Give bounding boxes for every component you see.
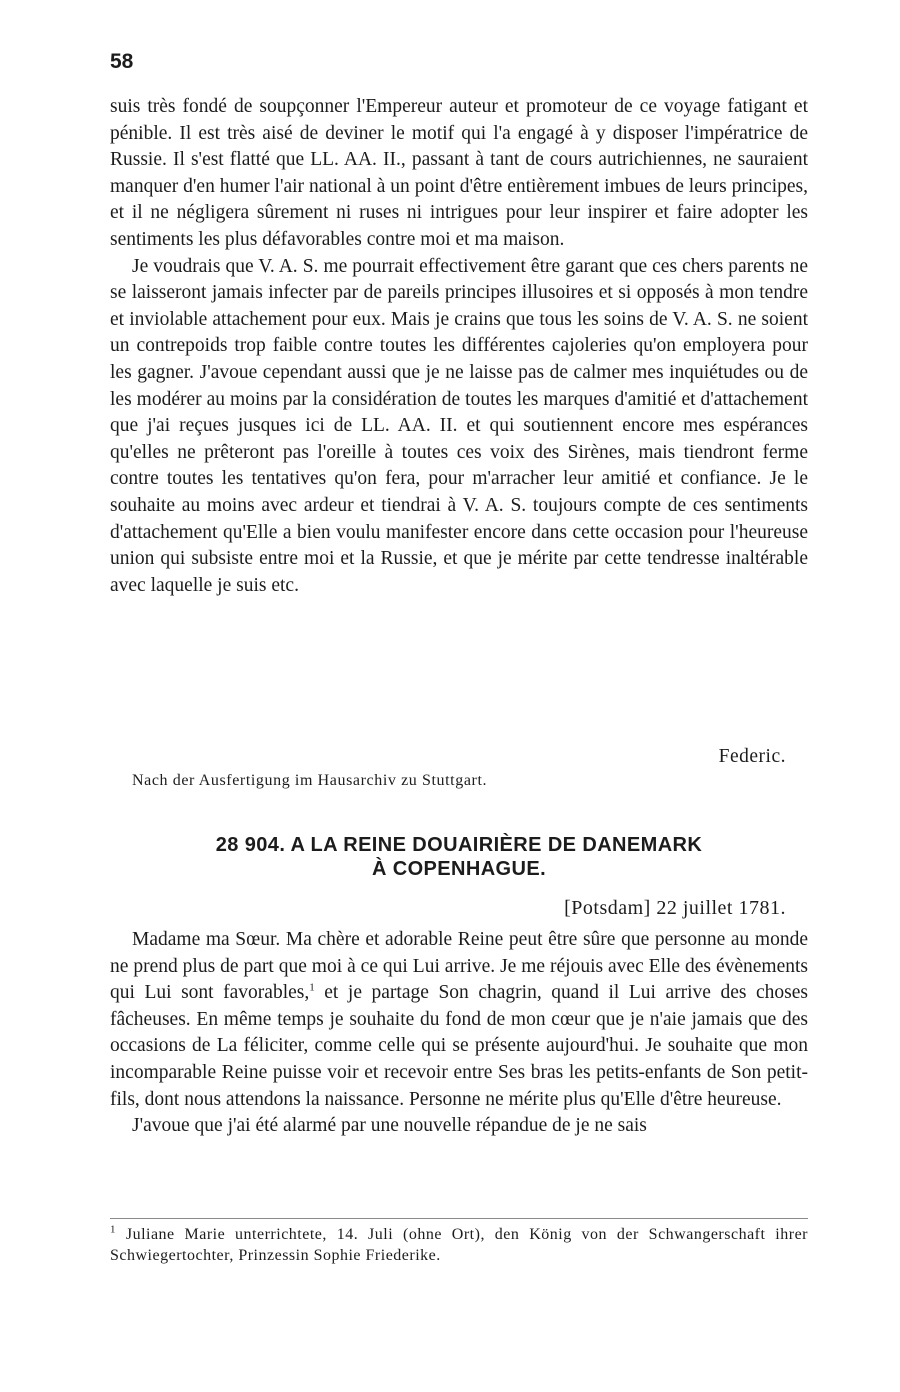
letter-body — [110, 927, 808, 1140]
paragraph: Je voudrais que V. A. S. me pourrait effectivement être garant que ces chers parents ne se laisseront jamais infecter par de pareils principes illusoires et si opposés à mon tendre et inviolable attachement pour eux. Mais je crains que tous les soins de V. A. S. ne soient un contrepoids trop faible contre toutes les différentes cajoleries qu'on employera pour les gagner. J'avoue cependant aussi que je ne laisse pas de calmer mes inquiétudes ou de les modérer au moins par la considération de toutes les marques d'amitié et d'attachement que j'ai reçues jusques ici de LL. AA. II. et qui soutiennent encore mes espérances qu'elles ne prêteront pas l'oreille à toutes ces voix des Sirènes, mais tiendront ferme contre toutes les tentatives qu'on fera, pour m'arracher leur amitié et confiance. Je le souhaite au moins avec ardeur et tiendrai à V. A. S. toujours compte de ces sentiments d'attachement qu'Elle a bien voulu manifester encore dans cette occasion pour l'heureuse union qui subsiste entre moi et la Russie, et que je mérite par cette tendresse inaltérable avec laquelle je suis etc. — [110, 255, 808, 596]
paragraph: suis très fondé de soupçonner l'Empereur auteur et promoteur de ce voyage fatigant et pénible. Il est très aisé de deviner le motif qui l'a engagé à y disposer l'impératrice de Russie. Il s'est flatté que LL. AA. II., passant à tant de cours autrichiennes, ne sauraient manquer d'en humer l'air national à un point d'être entièrement imbues de leurs principes, et il ne négligera sûrement ni ruses ni intrigues pour leur inspirer et faire adopter les sentiments les plus défavorables contre moi et ma maison. — [110, 96, 808, 250]
paragraph-text: Madame ma Sœur. Ma chère et adorable Reine peut être sûre que personne au monde ne prend plus de part que moi à ce qui Lui arrive. Je me réjouis avec Elle des évènements qui Lui sont favorables, — [110, 929, 808, 1004]
signature: Federic. — [718, 746, 786, 767]
footnote-reference[interactable]: 1 — [309, 981, 315, 994]
paragraph — [110, 927, 808, 1113]
dateline: [Potsdam] 22 juillet 1781. — [564, 897, 786, 919]
letter-heading-line: 28 904. A LA REINE DOUAIRIÈRE DE DANEMARK — [215, 834, 703, 856]
page-number: 58 — [110, 50, 134, 73]
letter-heading — [110, 833, 808, 881]
paragraph: J'avoue que j'ai été alarmé par une nouvelle répandue de je ne sais — [132, 1115, 647, 1137]
letter-heading-line: À COPENHAGUE. — [371, 858, 547, 880]
footnote — [110, 1224, 808, 1266]
footnote-text: Juliane Marie unterrichtete, 14. Juli (ohne Ort), den König von der Schwangerschaft ihrer Schwiegertochter, Prinzessin Sophie Friederike. — [110, 1226, 808, 1264]
source-note: Nach der Ausfertigung im Hausarchiv zu Stuttgart. — [132, 772, 488, 789]
footnotes — [110, 1224, 808, 1266]
paragraph-text: et je partage Son chagrin, quand il Lui arrive des choses fâcheuses. En même temps je souhaite du fond de mon cœur que je n'aie jamais que des occasions de La féliciter, comme celle qui se présente aujourd'hui. Je souhaite que mon incomparable Reine puisse voir et recevoir entre Ses bras les petits-enfants de Son petit-fils, dont nous attendons la naissance. Personne ne mérite plus qu'Elle d'être heureuse. — [110, 982, 808, 1110]
previous-letter-continuation — [110, 94, 808, 599]
footnote-divider — [110, 1218, 808, 1219]
footnote-mark: 1 — [110, 1223, 116, 1236]
